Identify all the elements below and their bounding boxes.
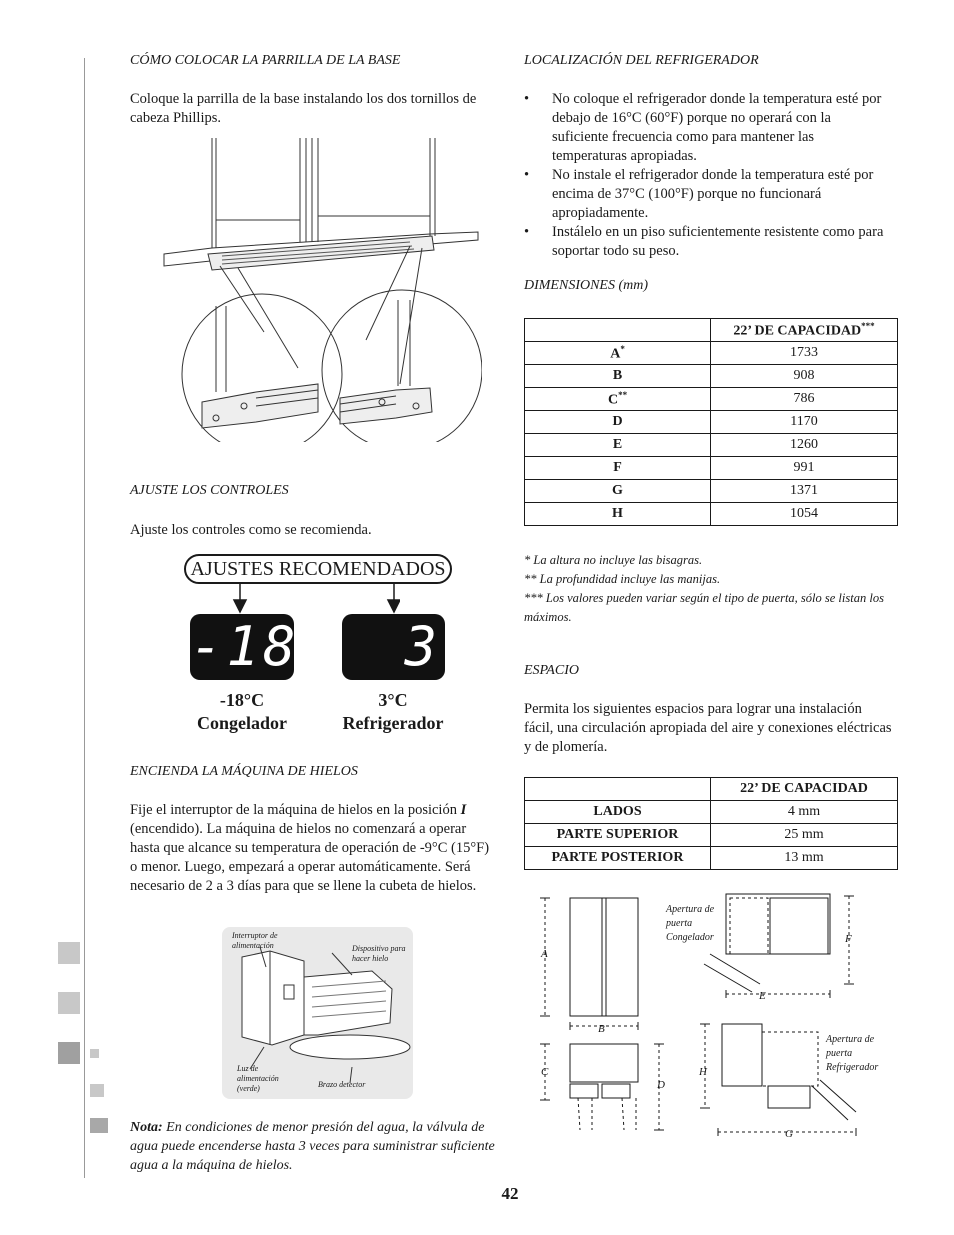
table-row: B 908 <box>525 365 898 388</box>
dim-label-e: E <box>759 990 766 1002</box>
dim-label-a: A <box>541 948 548 960</box>
space-text: Permita los siguientes espacios para lograr una instalación fácil, una circulación apropiada del aire y conexiones eléctricas y de plomería. <box>524 701 892 755</box>
side-tab-1 <box>58 942 80 964</box>
table-header-empty <box>525 319 711 342</box>
side-dot-2 <box>90 1084 104 1097</box>
table-row: G 1371 <box>525 480 898 503</box>
icemaker-text-before: Fije el interruptor de la máquina de hielos en la posición <box>130 802 461 818</box>
side-tab-2 <box>58 992 80 1014</box>
table-row: F 991 <box>525 457 898 480</box>
recommended-settings-title: AJUSTES RECOMENDADOS <box>184 554 452 584</box>
location-heading: LOCALIZACIÓN DEL REFRIGERADOR <box>524 53 759 68</box>
switch-symbol: I <box>460 802 467 818</box>
base-grille-text: Coloque la parrilla de la base instalando los dos tornillos de cabeza Phillips. <box>130 91 477 126</box>
table-row: C** 786 <box>525 388 898 411</box>
freezer-temp-label <box>180 689 304 735</box>
freezer-display-value: -18 <box>190 615 300 678</box>
fridge-door-label: Apertura de puerta Refrigerador <box>826 1034 879 1073</box>
fridge-display-value: 3 <box>404 615 437 678</box>
freezer-name: Congelador <box>197 713 287 733</box>
freezer-door-label: Apertura de puerta Congelador <box>666 904 715 943</box>
location-bullet-2: • No instale el refrigerador donde la temperatura esté por encima de 37°C (100°F) porque no funcionará apropiadamente. <box>524 166 884 223</box>
icemaker-text <box>130 801 495 896</box>
icemaker-device-label: Dispositivo para hacer hielo <box>352 944 406 963</box>
icemaker-light-label: Luz de alimentación (verde) <box>237 1064 279 1093</box>
note-label: Nota: <box>130 1120 163 1135</box>
page-number: 42 <box>501 1184 519 1203</box>
dimensions-heading: DIMENSIONES (mm) <box>524 278 649 293</box>
icemaker-text-after: (encendido). La máquina de hielos no comenzará a operar hasta que alcance su temperatura de operación de -9°C (15°F) o menor. Luego, empezará a operar automáticamente. Será necesario de 2 a 3 días para que se llene la cubeta de hielos. <box>130 821 490 894</box>
fridge-temp: 3°C <box>378 690 408 710</box>
freezer-temp: -18°C <box>219 690 265 710</box>
table-row: H 1054 <box>525 503 898 526</box>
location-list <box>524 90 884 261</box>
table-row: A* 1733 <box>525 342 898 365</box>
icemaker-heading: ENCIENDA LA MÁQUINA DE HIELOS <box>130 764 358 779</box>
dim-label-d: D <box>657 1079 665 1091</box>
side-dot-3 <box>90 1118 108 1133</box>
controls-heading: AJUSTE LOS CONTROLES <box>130 483 289 498</box>
icemaker-switch-label: Interruptor de alimentación <box>232 931 278 950</box>
space-header-capacity: 22’ DE CAPACIDAD <box>711 778 898 801</box>
side-dot-1 <box>90 1049 99 1058</box>
table-row: PARTE POSTERIOR 13 mm <box>525 847 898 870</box>
space-header-empty <box>525 778 711 801</box>
footnote-1: * La altura no incluye las bisagras. <box>524 553 703 567</box>
icemaker-note <box>130 1118 502 1175</box>
table-header-capacity: 22’ DE CAPACIDAD*** <box>711 319 898 342</box>
location-bullet-3: • Instálelo en un piso suficientemente resistente como para soportar todo su peso. <box>524 223 884 261</box>
dim-label-b: B <box>598 1023 605 1035</box>
controls-text: Ajuste los controles como se recomienda. <box>130 522 372 538</box>
footnote-3: *** Los valores pueden variar según el tipo de puerta, sólo se listan los máximos. <box>524 591 884 624</box>
table-row: LADOS 4 mm <box>525 801 898 824</box>
space-heading: ESPACIO <box>524 663 579 678</box>
dim-label-c: C <box>541 1066 549 1078</box>
dim-label-g: G <box>785 1128 793 1140</box>
fridge-name: Refrigerador <box>342 713 444 733</box>
dim-label-h: H <box>699 1066 707 1078</box>
side-tab-3 <box>58 1042 80 1064</box>
base-grille-heading: CÓMO COLOCAR LA PARRILLA DE LA BASE <box>130 53 401 68</box>
footnote-2: ** La profundidad incluye las manijas. <box>524 572 721 586</box>
table-row: PARTE SUPERIOR 25 mm <box>525 824 898 847</box>
table-header-row <box>525 319 898 342</box>
location-bullet-1: • No coloque el refrigerador donde la temperatura esté por debajo de 16°C (60°F) porque no operará con la suficiente frecuencia como para mantener las temperaturas apropiadas. <box>524 90 884 166</box>
table-header-row <box>525 778 898 801</box>
space-table <box>524 777 898 870</box>
base-grille-illustration <box>160 136 482 442</box>
table-row: E 1260 <box>525 434 898 457</box>
note-text: En condiciones de menor presión del agua, la válvula de agua puede encenderse hasta 3 veces para suministrar suficiente agua a la máquina de hielos. <box>130 1120 495 1173</box>
settings-arrows <box>230 584 400 614</box>
dim-label-f: F <box>845 933 852 945</box>
dimensions-table <box>524 318 898 526</box>
fridge-temp-label <box>330 689 456 735</box>
icemaker-arm-label: Brazo detector <box>318 1080 366 1089</box>
table-row: D 1170 <box>525 411 898 434</box>
dimensions-footnotes <box>524 551 894 627</box>
margin-rule <box>84 58 85 1178</box>
